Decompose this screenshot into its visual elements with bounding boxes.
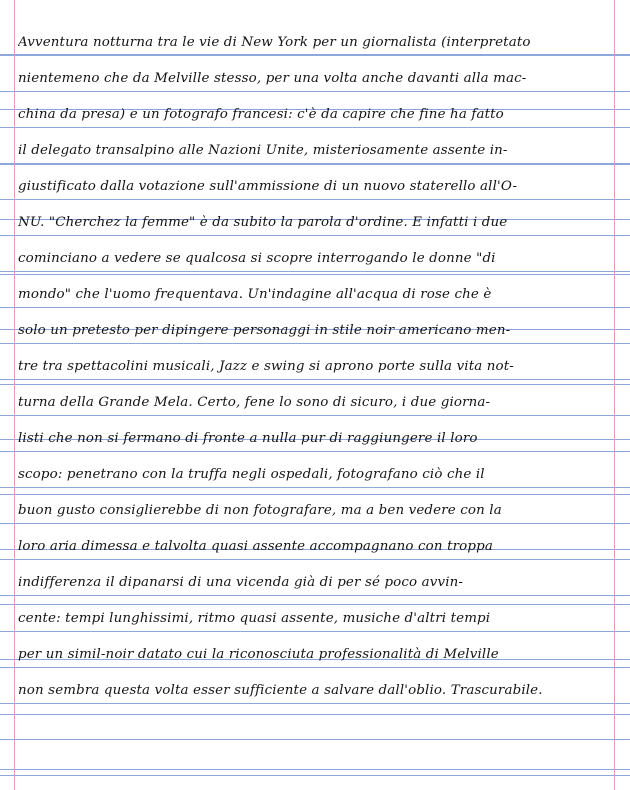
text-line: solo un pretesto per dipingere personaggi in stile noir americano men- [18, 323, 511, 338]
text-line: cente: tempi lunghissimi, ritmo quasi assente, musiche d'altri tempi [18, 611, 491, 626]
text-line: NU. "Cherchez la femme" è da subito la parola d'ordine. E infatti i due [18, 215, 508, 230]
left-margin-line [14, 0, 15, 790]
text-line: giustificato dalla votazione sull'ammissione di un nuovo staterello all'O- [18, 179, 518, 194]
text-line: il delegato transalpino alle Nazioni Unite, misteriosamente assente in- [18, 143, 508, 158]
text-line: tre tra spettacolini musicali, Jazz e swing si aprono porte sulla vita not- [18, 359, 514, 374]
text-line: mondo" che l'uomo frequentava. Un'indagine all'acqua di rose che è [18, 287, 492, 302]
text-line: china da presa) e un fotografo francesi: c'è da capire che fine ha fatto [18, 107, 504, 122]
text-line: non sembra questa volta esser sufficiente a salvare dall'oblio. Trascurabile. [18, 683, 543, 698]
ruled-line [0, 775, 630, 776]
text-line: scopo: penetrano con la truffa negli ospedali, fotografano ciò che il [18, 467, 485, 482]
ruled-line [0, 739, 630, 740]
text-line: buon gusto consiglierebbe di non fotografare, ma a ben vedere con la [18, 503, 502, 518]
text-line: Avventura notturna tra le vie di New York per un giornalista (interpretato [18, 35, 531, 50]
text-line: indifferenza il dipanarsi di una vicenda già di per sé poco avvin- [18, 575, 464, 590]
text-line: turna della Grande Mela. Certo, fene lo sono di sicuro, i due giorna- [18, 395, 491, 410]
text-line: nientemeno che da Melville stesso, per una volta anche davanti alla mac- [18, 71, 527, 86]
text-line: listi che non si fermano di fronte a nulla pur di raggiungere il loro [18, 431, 478, 446]
text-line: per un simil-noir datato cui la riconosciuta professionalità di Melville [18, 647, 499, 662]
text-line: loro aria dimessa e talvolta quasi assente accompagnano con troppa [18, 539, 493, 554]
text-line: cominciano a vedere se qualcosa si scopre interrogando le donne "di [18, 251, 496, 266]
